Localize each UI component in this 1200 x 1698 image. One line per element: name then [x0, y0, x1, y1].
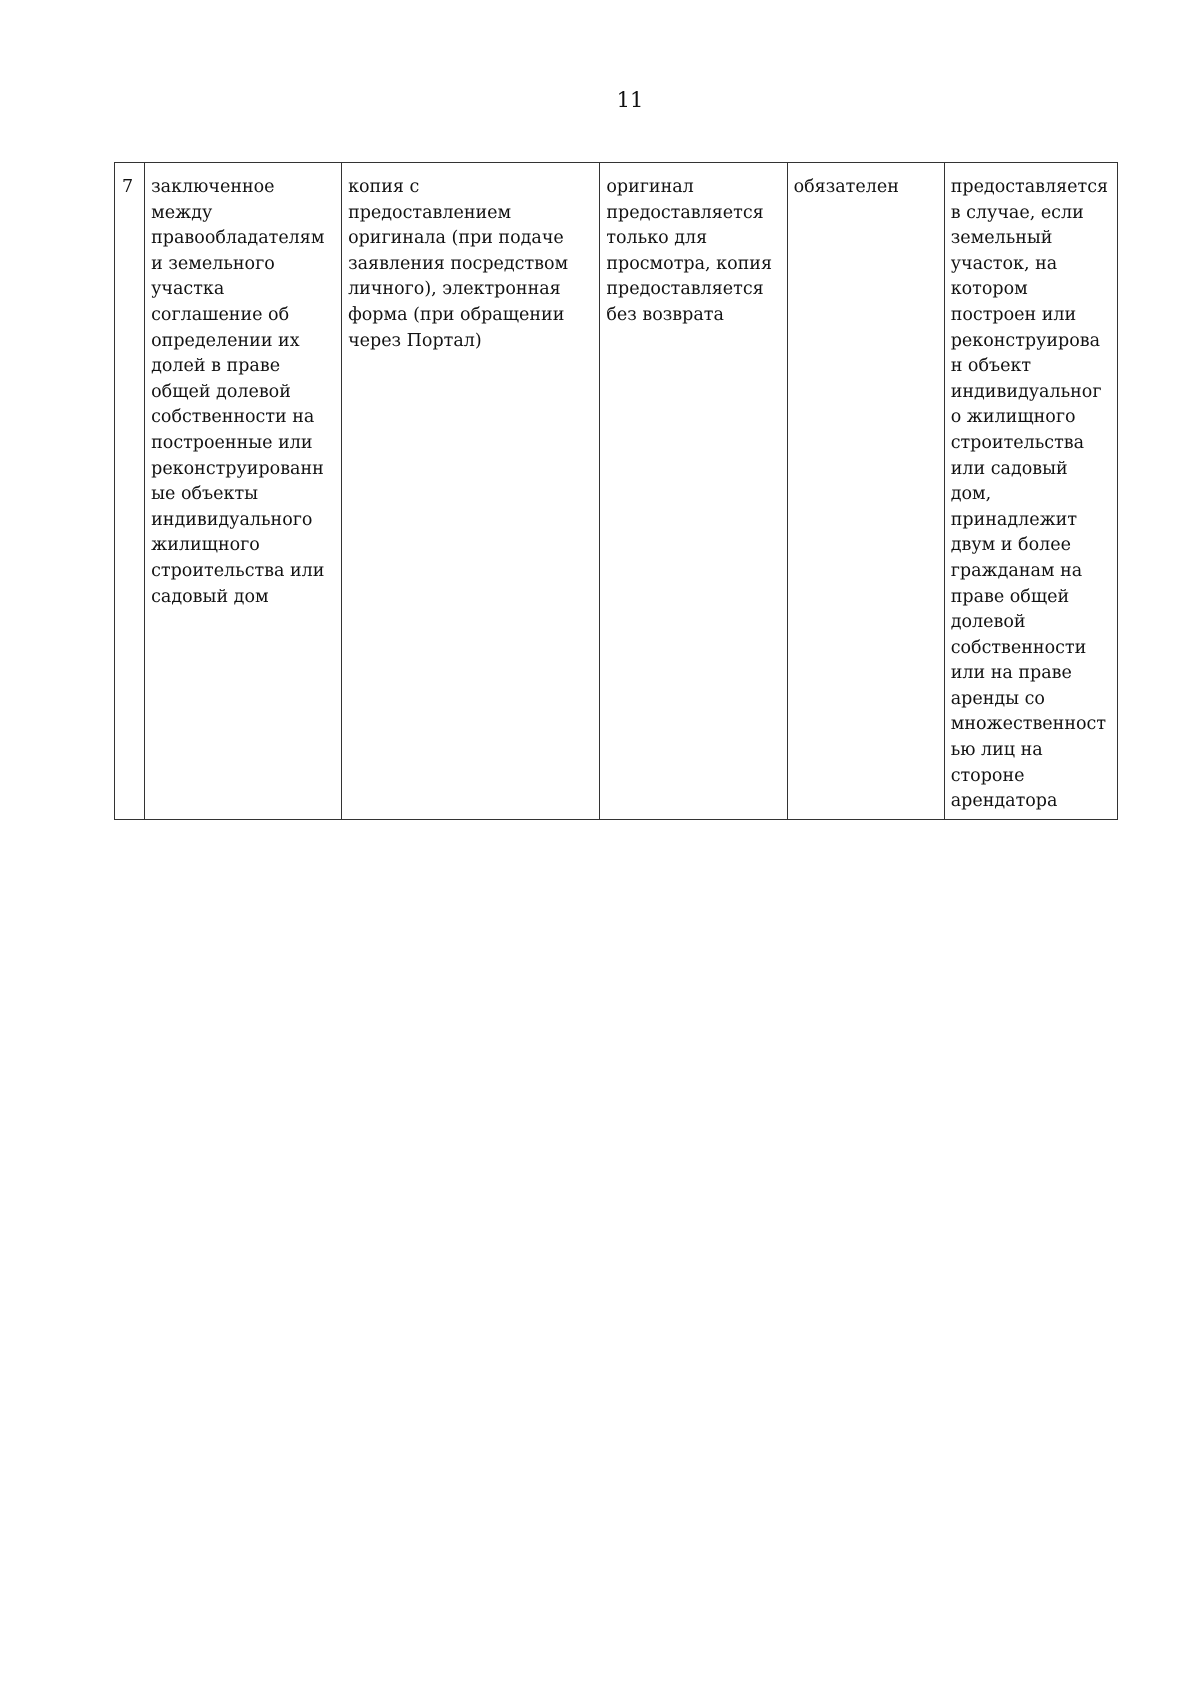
documents-table [114, 162, 1118, 820]
table-row [115, 163, 1118, 820]
page-number: 11 [616, 88, 644, 112]
condition-cell: предоставляется в случае, если земельный участок, на котором построен или реконструирова н объект индивидуальног о жилищного строительства или садовый дом, принадлежит двум и более гражданам на праве общей долевой собственности или на праве аренды со множественност ью лиц на стороне арендатора [944, 163, 1117, 820]
return-note-cell: оригинал предоставляется только для просмотра, копия предоставляется без возврата [600, 163, 787, 820]
document-name-cell: заключенное между правообладателям и земельного участка соглашение об определении их долей в праве общей долевой собственности на построенные или реконструированн ые объекты индивидуального жилищного строительства или садовый дом [145, 163, 342, 820]
row-number-cell: 7 [115, 163, 145, 820]
document-form-cell: копия с предоставлением оригинала (при подаче заявления посредством личного), электронная форма (при обращении через Портал) [342, 163, 600, 820]
requirement-cell: обязателен [787, 163, 944, 820]
